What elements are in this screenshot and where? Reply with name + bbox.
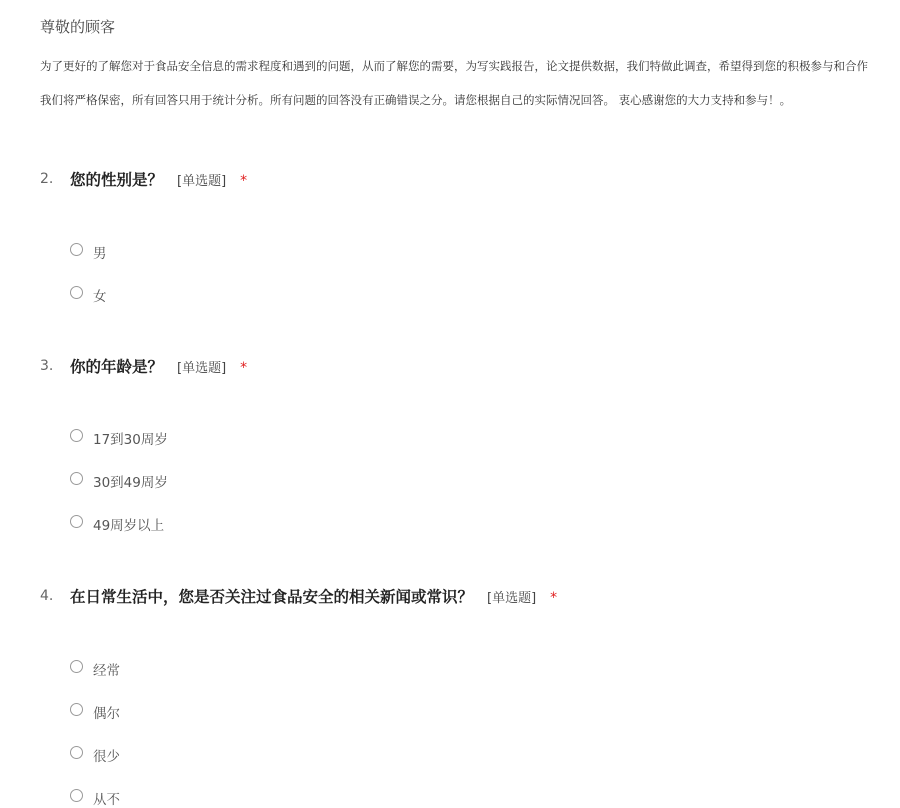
question-text bbox=[70, 355, 247, 377]
intro-paragraph-1: 为了更好的了解您对于食品安全信息的需求程度和遇到的问题，从而了解您的需要，为写实践报告，论文提供数据，我们特做此调查，希望得到您的积极参与和合作 bbox=[40, 59, 868, 73]
radio-button[interactable] bbox=[70, 703, 83, 716]
question-label: 你的年龄是？ bbox=[70, 358, 164, 376]
question-number: 4. bbox=[40, 588, 54, 604]
required-marker: * bbox=[240, 360, 248, 376]
question-text bbox=[70, 168, 247, 190]
question-text bbox=[70, 585, 557, 607]
question-title bbox=[40, 168, 880, 192]
question-label: 在日常生活中，您是否关注过食品安全的相关新闻或常识？ bbox=[70, 588, 474, 606]
question-number: 3. bbox=[40, 358, 54, 374]
question-type: [单选题] bbox=[177, 174, 227, 189]
question-age bbox=[40, 355, 880, 534]
question-type: [单选题] bbox=[177, 361, 227, 376]
question-gender bbox=[40, 168, 880, 305]
question-title bbox=[40, 355, 880, 379]
option-label: 30到49周岁 bbox=[93, 475, 168, 491]
radio-button[interactable] bbox=[70, 660, 83, 673]
greeting-title: 尊敬的顾客 bbox=[40, 18, 116, 36]
radio-button[interactable] bbox=[70, 286, 83, 299]
option-label: 49周岁以上 bbox=[93, 518, 165, 534]
option-label: 女 bbox=[93, 289, 107, 305]
radio-button[interactable] bbox=[70, 746, 83, 759]
question-number: 2. bbox=[40, 171, 54, 187]
radio-button[interactable] bbox=[70, 515, 83, 528]
radio-button[interactable] bbox=[70, 243, 83, 256]
question-label: 您的性别是？ bbox=[70, 171, 164, 189]
radio-button[interactable] bbox=[70, 429, 83, 442]
option-label: 从不 bbox=[93, 792, 120, 808]
option-label: 经常 bbox=[93, 663, 120, 679]
required-marker: * bbox=[550, 590, 558, 606]
intro-paragraph-2: 我们将严格保密，所有回答只用于统计分析。所有问题的回答没有正确错误之分。请您根据自己的实际情况回答。 衷心感谢您的大力支持和参与！。 bbox=[40, 93, 792, 107]
question-type: [单选题] bbox=[487, 591, 537, 606]
question-title bbox=[40, 585, 880, 609]
option-label: 偶尔 bbox=[93, 706, 120, 722]
radio-button[interactable] bbox=[70, 789, 83, 802]
option-label: 17到30周岁 bbox=[93, 432, 168, 448]
required-marker: * bbox=[240, 173, 248, 189]
option-label: 很少 bbox=[93, 749, 120, 765]
option-label: 男 bbox=[93, 246, 107, 262]
radio-button[interactable] bbox=[70, 472, 83, 485]
question-food-safety-attention bbox=[40, 585, 880, 808]
